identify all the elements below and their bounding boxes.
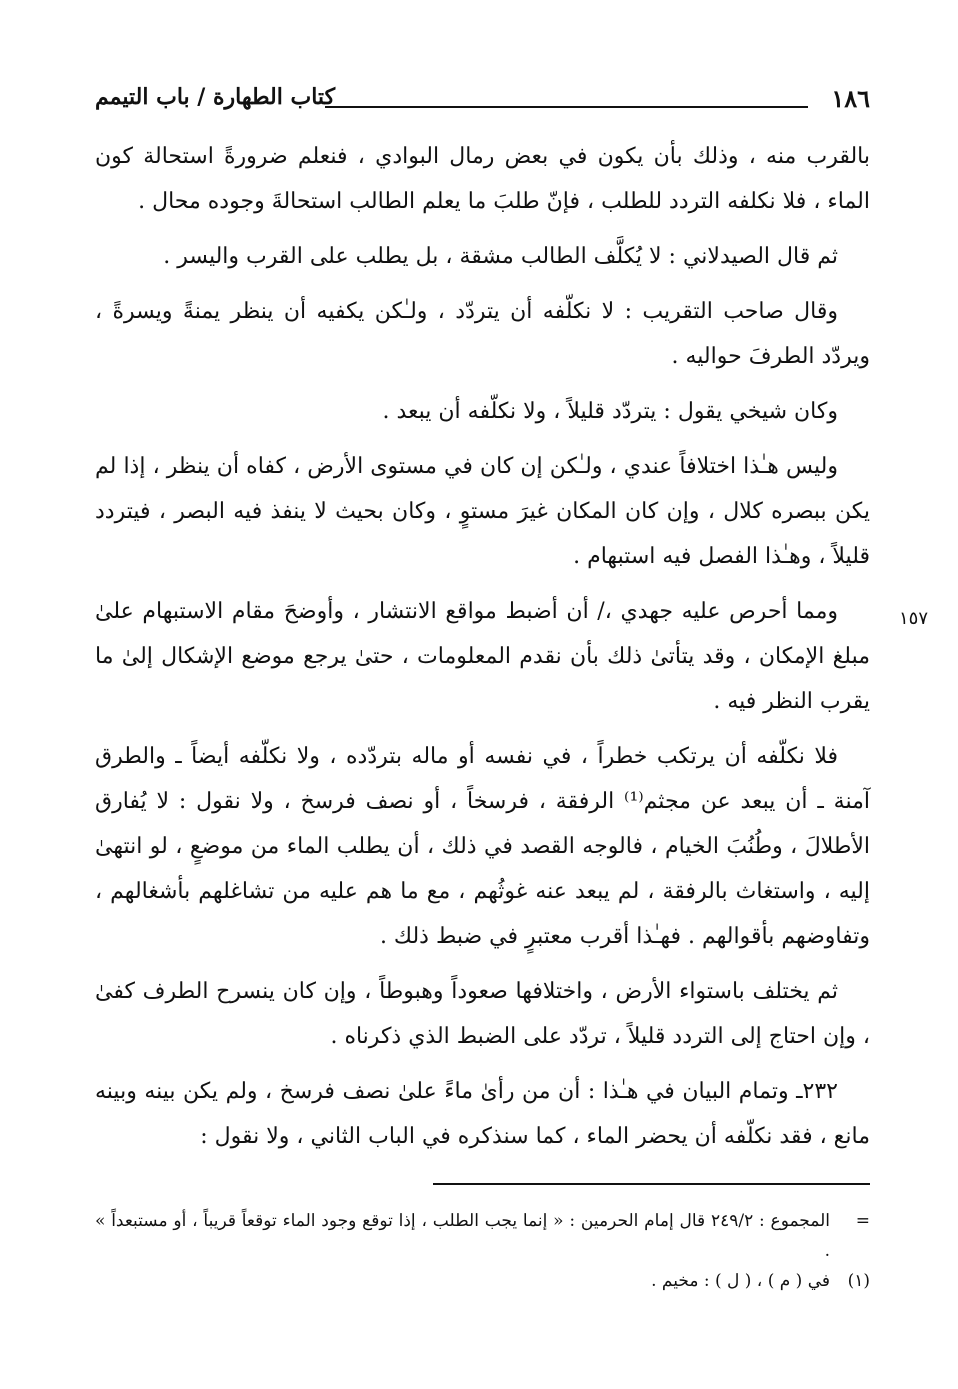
paragraph: ثم قال الصيدلاني : لا يُكلَّف الطالب مشقة ، بل يطلب على القرب واليسر . xyxy=(163,244,838,269)
footnote xyxy=(95,1206,870,1266)
footnote-marker: = xyxy=(855,1211,870,1231)
paragraph: ومما أحرص عليه جهدي ،/ أن أضبط مواقع الانتشار ، وأوضحَ مقام الاستبهام علىٰ مبلغ الإمكان ، وقد يتأتىٰ ذلك بأن نقدم المعلومات ، حتىٰ يرجع موضع الإشكال إلىٰ ما يقرب النظر فيه . xyxy=(95,599,870,714)
footnote-text: في ( م ) ، ( ل ) : مخيم . xyxy=(651,1271,830,1291)
header-rule xyxy=(325,106,808,108)
paragraph: ٢٣٢ـ وتمام البيان في هـٰذا : أن من رأىٰ ماءً علىٰ نصف فرسخ ، ولم يكن بينه وبينه مانع ، فقد نكلّفه أن يحضر الماء ، كما سنذكره في الباب الثاني ، ولا نقول : xyxy=(95,1079,870,1149)
paragraph: ثم يختلف باستواء الأرض ، واختلافها صعوداً وهبوطاً ، وإن كان ينسرح الطرف كفىٰ ، وإن احتاج إلى التردد قليلاً ، تردّد على الضبط الذي ذكرناه . xyxy=(95,979,870,1049)
footnote xyxy=(95,1266,870,1296)
paragraph: بالقرب منه ، وذلك بأن يكون في بعض رمال البوادي ، فنعلم ضرورةً استحالة كون الماء ، فلا نكلفه التردد للطلب ، فإنّ طلبَ ما يعلم الطالب استحالةَ وجوده محال . xyxy=(95,144,870,214)
footnote-text: المجموع : ٢٤٩/٢ قال إمام الحرمين : « إنما يجب الطلب ، إذا توقع وجود الماء توقعاً قريباً ، أو مستبعداً » . xyxy=(95,1211,831,1261)
paragraph: وليس هـٰذا اختلافاً عندي ، ولـٰكن إن كان في مستوى الأرض ، كفاه أن ينظر ، إذا لم يكن ببصره كلال ، وإن كان المكان غيرَ مستوٍ ، وكان بحيث لا ينفذ فيه البصر ، فيتردد قليلاً ، وهـٰذا الفصل فيه استبهام . xyxy=(95,454,870,569)
margin-page-reference: ١٥٧ xyxy=(898,608,928,629)
paragraph: وكان شيخي يقول : يتردّد قليلاً ، ولا نكلّفه أن يبعد . xyxy=(382,399,838,424)
body-text xyxy=(95,134,870,1169)
footnote-rule xyxy=(433,1183,870,1185)
page-number: ١٨٦ xyxy=(831,84,870,113)
footnotes xyxy=(95,1206,870,1296)
paragraph: فلا نكلّفه أن يرتكب خطراً ، في نفسه أو ماله بتردّده ، ولا نكلّفه أيضاً ـ والطرق آمنة ـ أن يبعد عن مجثم⁽¹⁾ الرفقة ، فرسخاً ، أو نصف فرسخ ، ولا نقول : لا يُفارق الأطلالَ ، وطُنُبَ الخيام ، فالوجه القصد في ذلك ، أن يطلب الماء من موضعٍ ، لو انتهىٰ إليه ، واستغاث بالرفقة ، لم يبعد عنه غوثُهم ، مع ما هم عليه من تشاغلهم بأشغالهم ، وتفاوضهم بأقوالهم . فهـٰذا أقرب معتبرٍ في ضبط ذلك . xyxy=(95,744,871,949)
page-header xyxy=(95,84,870,118)
running-title: كتاب الطهارة / باب التيمم xyxy=(95,84,336,110)
footnote-marker: (١) xyxy=(847,1271,870,1291)
paragraph: وقال صاحب التقريب : لا نكلّفه أن يتردّد ، ولـٰكن يكفيه أن ينظر يمنةً ويسرةً ، ويردّد الطرفَ حواليه . xyxy=(95,299,870,369)
